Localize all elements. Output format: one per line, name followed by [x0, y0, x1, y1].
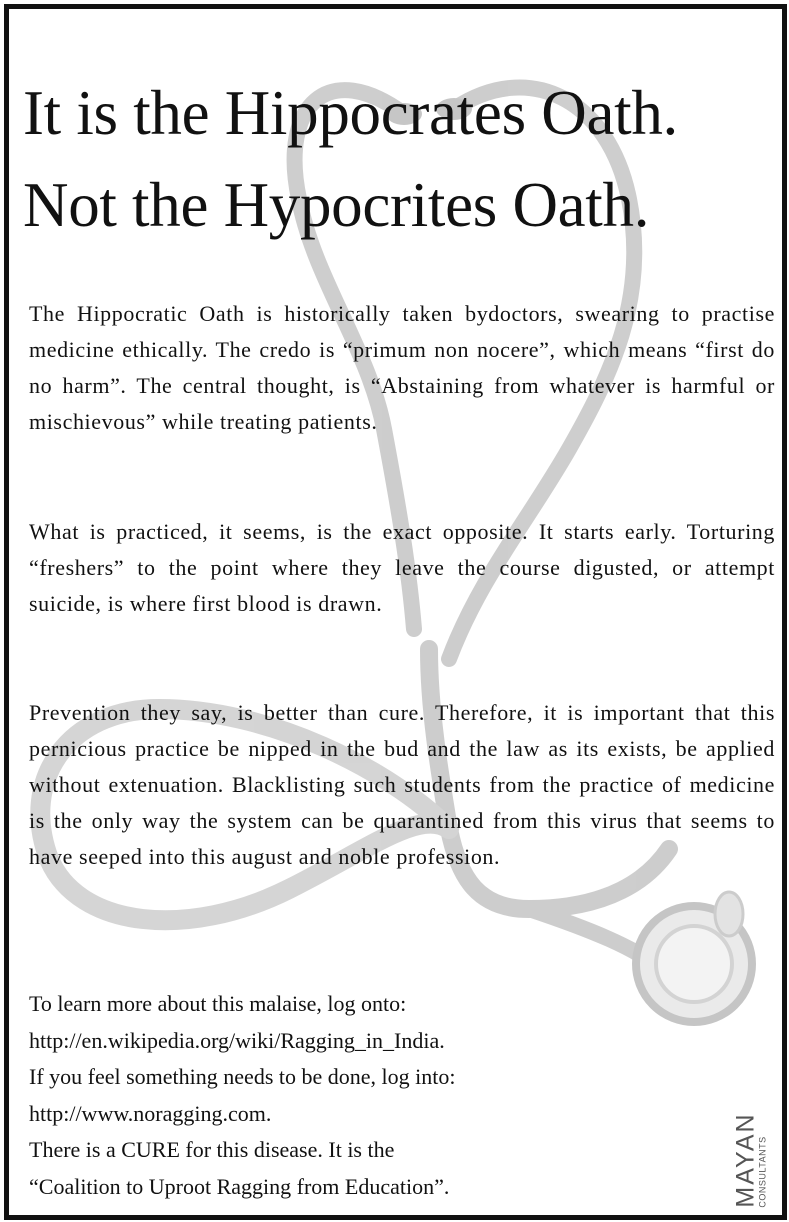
contact-feel-something: If you feel something needs to be done, log into:: [29, 1064, 456, 1089]
contact-learn-more: To learn more about this malaise, log onto:: [29, 991, 407, 1016]
paragraph-oath: The Hippocratic Oath is historically taken bydoctors, swearing to practise medicine ethically. The credo is “primum non nocere”, which means “first do no harm”. The central thought, is “Abstaining from whatever is harmful or mischievous” while treating patients.: [29, 301, 775, 434]
logo-name: MAYAN: [731, 1112, 760, 1208]
contact-block: [29, 986, 709, 1205]
wikipedia-link[interactable]: http://en.wikipedia.org/wiki/Ragging_in_India.: [29, 1027, 445, 1053]
contact-cure: There is a CURE for this disease. It is the: [29, 1137, 395, 1162]
logo-subtitle: CONSULTANTS: [757, 1136, 768, 1208]
headline-line-1: It is the Hippocrates Oath.: [23, 78, 678, 148]
paragraph-practice: What is practiced, it seems, is the exact opposite. It starts early. Torturing “freshers” to the point where they leave the course digusted, or attempt suicide, is where first blood is drawn.: [29, 519, 775, 616]
noragging-link[interactable]: http://www.noragging.com.: [29, 1100, 272, 1126]
headline-line-2: Not the Hypocrites Oath.: [23, 170, 650, 240]
mayan-logo: [729, 1105, 773, 1215]
poster: [4, 4, 787, 1220]
headline: [23, 67, 773, 251]
paragraph-prevention: Prevention they say, is better than cure. Therefore, it is important that this pernicious practice be nipped in the bud and the law as its exists, be applied without extenuation. Blacklisting such students from the practice of medicine is the only way the system can be quarantined from this virus that seems to have seeped into this august and noble profession.: [29, 700, 775, 869]
contact-coalition: “Coalition to Uproot Ragging from Education”.: [29, 1173, 450, 1199]
